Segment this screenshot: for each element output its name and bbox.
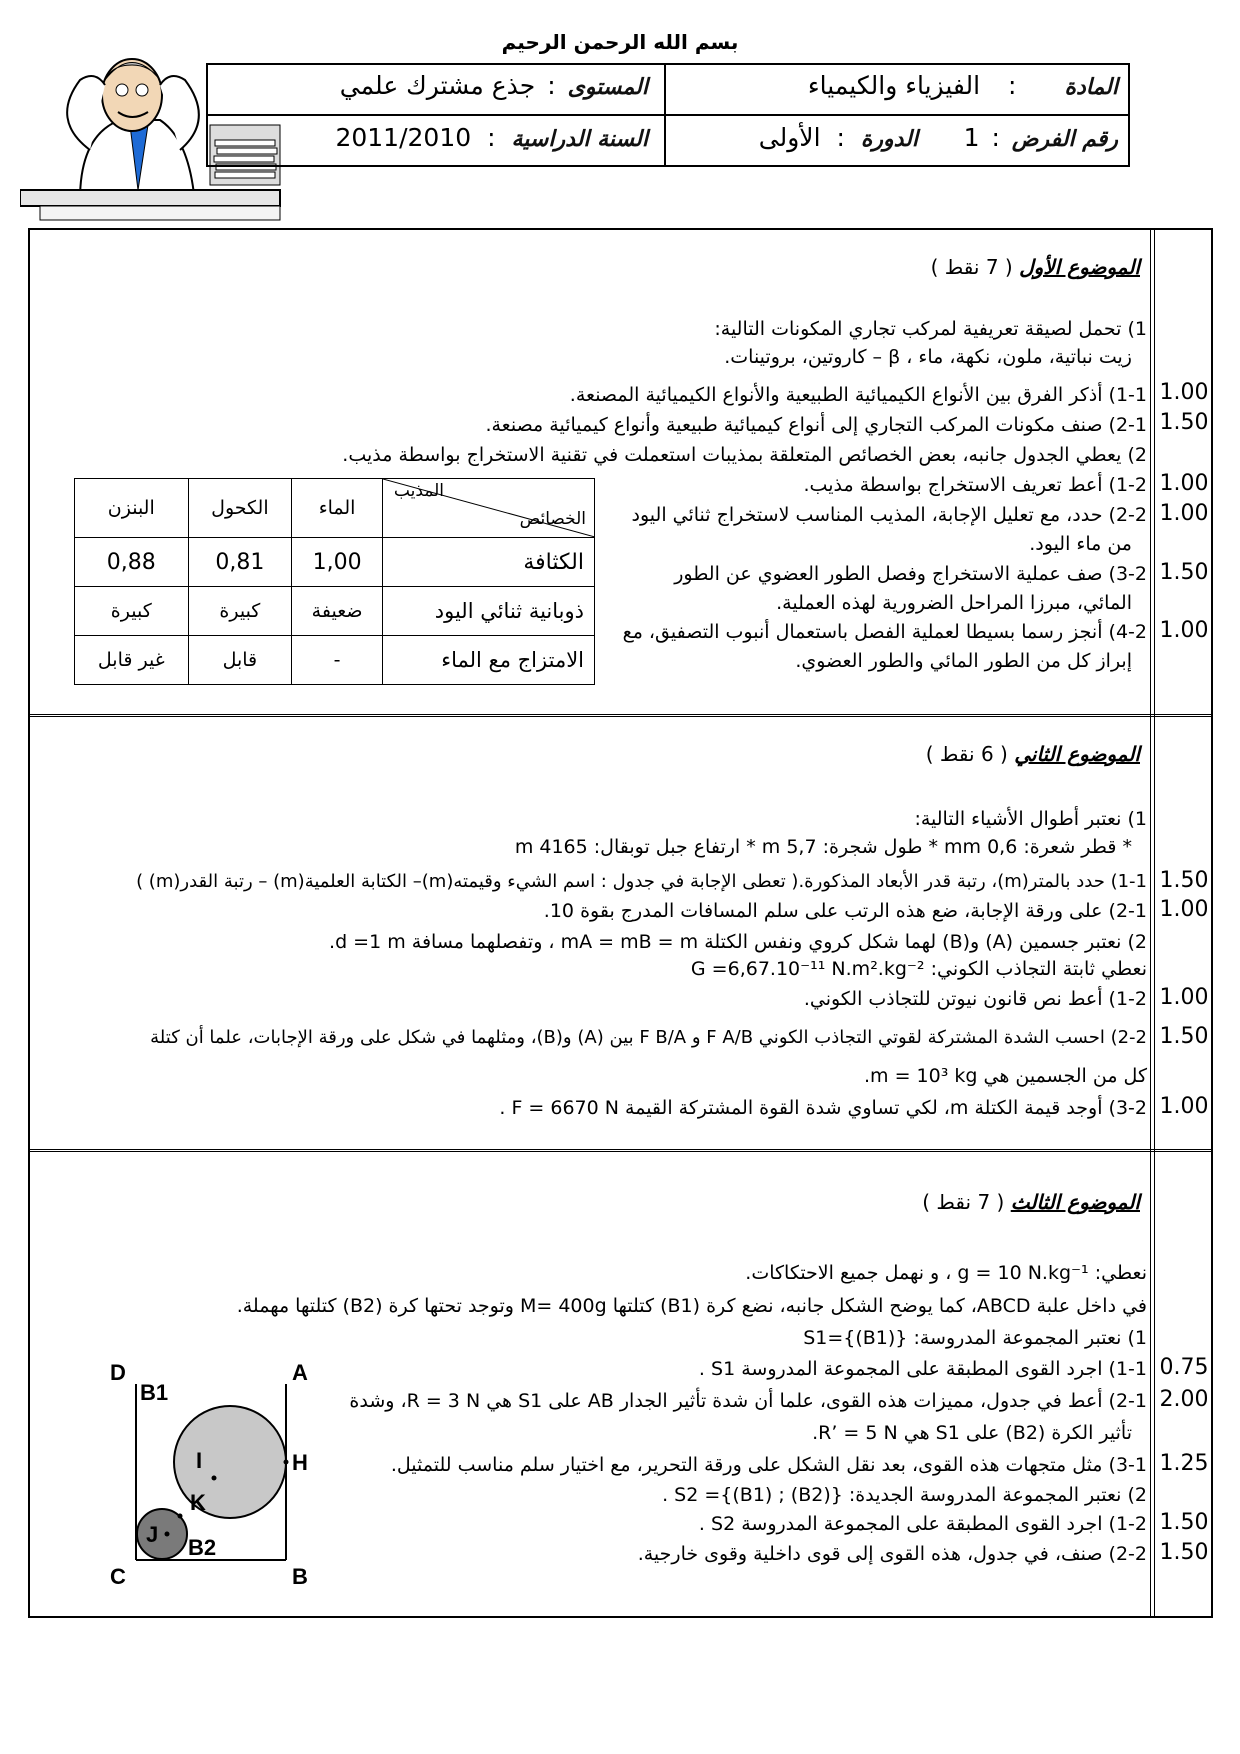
topic3-points: ( 7 نقط ) — [922, 1190, 1005, 1214]
topic2-heading — [926, 742, 1140, 766]
header-table — [206, 63, 1130, 167]
exam-number-cell: رقم الفرض : 1 — [963, 123, 1118, 152]
col-header: الماء — [292, 479, 383, 538]
exam-number-label: رقم الفرض — [1011, 126, 1118, 152]
label-b1: B1 — [140, 1380, 169, 1405]
label-a: A — [292, 1360, 308, 1385]
topic1-heading — [931, 255, 1140, 279]
mark: 2.00 — [1159, 1387, 1209, 1412]
basmala: بسم الله الرحمن الرحيم — [501, 30, 739, 54]
label-b2: B2 — [188, 1535, 217, 1560]
subject-cell — [808, 71, 1118, 100]
topic2-points: ( 6 نقط ) — [925, 742, 1008, 766]
topic1-line: من ماء اليود. — [1029, 533, 1132, 555]
topic2-line: 1-1) حدد بالمتر(m)، رتبة قدر الأبعاد المذكورة.( تعطى الإجابة في جدول : اسم الشيء وقيمته(m)– الكتابة العلمية(m) – رتبة القدر(m) ) — [136, 871, 1147, 892]
year-value: 2011/2010 — [335, 123, 472, 152]
topic2-line: كل من الجسمين هي m = 10³ kg. — [863, 1065, 1147, 1087]
box-balls-figure — [110, 1360, 320, 1590]
table-cell: غير قابل — [75, 636, 189, 685]
col-header: الكحول — [188, 479, 292, 538]
subject-value: الفيزياء والكيمياء — [807, 71, 981, 100]
section-divider-1 — [28, 714, 1213, 717]
topic1-line: المائي، مبرزا المراحل الضرورية لهذه العملية. — [776, 592, 1132, 614]
mark: 1.50 — [1159, 1540, 1209, 1565]
corner-cell — [382, 479, 594, 538]
mark: 1.50 — [1159, 1024, 1209, 1049]
topic1-line: 1-1) أذكر الفرق بين الأنواع الكيميائية الطبيعية والأنواع الكيميائية المصنعة. — [569, 384, 1147, 406]
row-label: الكثافة — [382, 538, 594, 587]
marks-column-divider — [1150, 228, 1151, 1618]
table-cell: ضعيفة — [292, 587, 383, 636]
topic2-line: نعطي ثابتة التجاذب الكوني: G =6,67.10⁻¹¹ N.m².kg⁻² — [690, 958, 1147, 980]
topic3-line: تأثير الكرة (B2) على S1 هي R’ = 5 N. — [812, 1422, 1132, 1444]
mark: 1.50 — [1159, 1510, 1209, 1535]
label-i: I — [196, 1448, 203, 1473]
topic3-line: نعطي: g = 10 N.kg⁻¹ ، و نهمل جميع الاحتكاكات. — [745, 1262, 1147, 1284]
topic3-line: 1-2) اجرد القوى المطبقة على المجموعة المدروسة S2 . — [698, 1513, 1147, 1535]
topic3-heading — [922, 1190, 1140, 1214]
row-label: الامتزاج مع الماء — [382, 636, 594, 685]
topic2-line: 2-1) على ورقة الإجابة، ضع هذه الرتب على سلم المسافات المدرج بقوة 10. — [543, 900, 1147, 922]
topic2-line: 1) نعتبر أطوال الأشياء التالية: — [914, 808, 1147, 830]
topic1-line: 1-2) أعط تعريف الاستخراج بواسطة مذيب. — [803, 474, 1147, 496]
mark: 1.00 — [1159, 985, 1209, 1010]
mark: 1.00 — [1159, 471, 1209, 496]
topic1-line: 2) يعطي الجدول جانبه، بعض الخصائص المتعلقة بمذيبات استعملت في تقنية الاستخراج بواسطة مذيب. — [342, 444, 1147, 466]
topic3-line: 2) نعتبر المجموعة المدروسة الجديدة: S2 ={(B1) ; (B2)} . — [662, 1484, 1147, 1506]
topic2-title: الموضوع الثاني — [1014, 742, 1140, 766]
topic2-line: * قطر شعرة: 0,6 mm * طول شجرة: 5,7 m * ارتفاع جبل توبقال: 4165 m — [514, 836, 1132, 858]
topic1-title: الموضوع الأول — [1019, 255, 1140, 279]
year-cell: السنة الدراسية : 2011/2010 — [335, 123, 648, 152]
year-label: السنة الدراسية — [511, 126, 648, 152]
table-cell: كبيرة — [188, 587, 292, 636]
label-c: C — [110, 1564, 126, 1589]
topic1-line: 2-2) حدد، مع تعليل الإجابة، المذيب المناسب لاستخراج ثنائي اليود — [631, 504, 1147, 526]
col-header: البنزن — [75, 479, 189, 538]
table-cell: 1,00 — [292, 538, 383, 587]
topic1-line: 3-2) صف عملية الاستخراج وفصل الطور العضوي عن الطور — [674, 563, 1147, 585]
topic2-line: 2-2) احسب الشدة المشتركة لقوتي التجاذب الكوني F A/B و F B/A بين (A) و(B)، ومثلهما في شكل على ورقة الإجابات، علما أن كتلة — [150, 1027, 1147, 1048]
subject-colon: : — [1008, 71, 1017, 100]
topic2-line: 3-2) أوجد قيمة الكتلة m، لكي تساوي شدة القوة المشتركة القيمة F = 6670 N . — [499, 1097, 1147, 1119]
row-label: ذوبانية ثنائي اليود — [382, 587, 594, 636]
mark: 1.50 — [1159, 410, 1209, 435]
mark: 1.00 — [1159, 501, 1209, 526]
topic3-line: في داخل علبة ABCD، كما يوضح الشكل جانبه، نضع كرة (B1) كتلتها M= 400g وتوجد تحتها كرة (B2) كتلتها مهملة. — [236, 1295, 1147, 1317]
topic1-points: ( 7 نقط ) — [930, 255, 1013, 279]
level-cell: المستوى : جذع مشترك علمي — [339, 71, 648, 100]
subject-label: المادة — [1064, 74, 1118, 100]
mark: 1.00 — [1159, 380, 1209, 405]
topic1-line: إبراز كل من الطور المائي والطور العضوي. — [795, 650, 1132, 672]
topic3-line: 1-1) اجرد القوى المطبقة على المجموعة المدروسة S1 . — [698, 1358, 1147, 1380]
mark: 0.75 — [1159, 1355, 1209, 1380]
mark: 1.25 — [1159, 1451, 1209, 1476]
label-d: D — [110, 1360, 126, 1385]
label-h: H — [292, 1450, 308, 1475]
corner-bottom: الخصائص — [519, 509, 586, 529]
table-cell: - — [292, 636, 383, 685]
topic2-line: 2) نعتبر جسمين (A) و(B) لهما شكل كروي ونفس الكتلة mA = mB = m ، وتفصلهما مسافة d =1 m. — [329, 931, 1147, 953]
table-cell: قابل — [188, 636, 292, 685]
level-label: المستوى — [567, 74, 648, 100]
topic2-line: 1-2) أعط نص قانون نيوتن للتجاذب الكوني. — [803, 988, 1147, 1010]
session-label: الدورة — [860, 126, 918, 152]
session-value: الأولى — [758, 123, 821, 152]
topic3-line: 3-1) مثل متجهات هذه القوى، بعد نقل الشكل على ورقة التحرير، مع اختيار سلم مناسب للتمثيل. — [390, 1454, 1147, 1476]
level-value: جذع مشترك علمي — [339, 71, 536, 100]
topic3-line: 1) نعتبر المجموعة المدروسة: S1={(B1)} — [803, 1327, 1147, 1349]
table-cell: كبيرة — [75, 587, 189, 636]
mark: 1.00 — [1159, 1094, 1209, 1119]
solvents-table — [74, 478, 595, 685]
mark: 1.00 — [1159, 618, 1209, 643]
topic3-line: 2-2) صنف، في جدول، هذه القوى إلى قوى داخلية وقوى خارجية. — [637, 1543, 1147, 1565]
topic3-line: 2-1) أعط في جدول، مميزات هذه القوى، علما أن شدة تأثير الجدار AB على S1 هي R = 3 N، وشدة — [349, 1390, 1147, 1412]
mark: 1.50 — [1159, 868, 1209, 893]
mark: 1.00 — [1159, 897, 1209, 922]
topic1-line: 1) تحمل لصيقة تعريفية لمركب تجاري المكونات التالية: — [714, 318, 1147, 340]
topic3-title: الموضوع الثالث — [1010, 1190, 1140, 1214]
session-cell: الدورة : الأولى — [758, 123, 918, 152]
section-divider-2 — [28, 1149, 1213, 1152]
label-j: J — [146, 1522, 159, 1547]
table-cell: 0,81 — [188, 538, 292, 587]
table-cell: 0,88 — [75, 538, 189, 587]
corner-top: المذيب — [393, 481, 444, 501]
mark: 1.50 — [1159, 560, 1209, 585]
label-b: B — [292, 1564, 308, 1589]
label-k: K — [190, 1490, 206, 1515]
topic1-line: زيت نباتية، ملون، نكهة، ماء ، β – كاروتين، بروتينات. — [724, 346, 1132, 368]
topic1-line: 2-1) صنف مكونات المركب التجاري إلى أنواع كيميائية طبيعية وأنواع كيميائية مصنعة. — [485, 414, 1147, 436]
topic1-line: 4-2) أنجز رسما بسيطا لعملية الفصل باستعمال أنبوب التصفيق، مع — [622, 621, 1147, 643]
exam-number-value: 1 — [963, 123, 980, 152]
